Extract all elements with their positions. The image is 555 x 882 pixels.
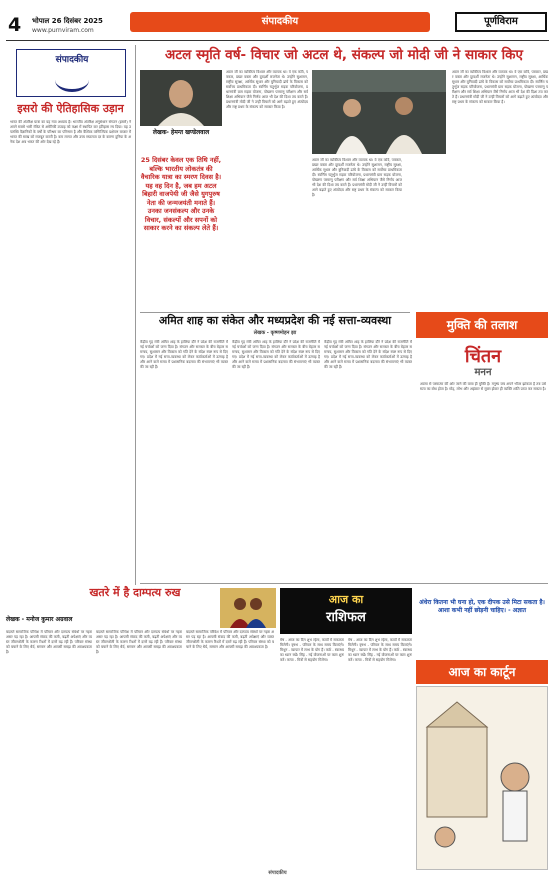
newspaper-brand: पूर्णविराम <box>455 12 547 32</box>
lead-body-col1: अटल जी का व्यक्तित्व विशाल और व्यापक था। वे एक कवि, पत्रकार, प्रखर वक्ता और दूरदर्शी राजनेता थे। उन्होंने सुशासन, राष्ट्रीय सुरक्षा, आर्थिक सुधार और बुनियादी ढांचे के विकास को सर्वोच्च प्राथमिकता दी। स्वर्णिम चतुर्भुज सड़क परियोजना, प्रधानमंत्री ग्राम सड़क योजना, पोखरण परमाणु परीक्षण और सर्व शिक्षा अभियान जैसे निर्णय आज भी देश की दिशा तय करते हैं। प्रधानमंत्री मोदी जी ने उन्हीं विचारों को आगे बढ़ाते हुए अंत्योदय और राष्ट्र प्रथम के संकल्प को साकार किया है। <box>226 70 308 109</box>
editorial-column <box>6 45 136 585</box>
rashifal-subtitle: राशिफल <box>326 610 366 625</box>
chintan-label: चिंतन <box>464 346 502 367</box>
third-body-col3: बदलते सामाजिक परिवेश में परिवार और दाम्पत्य संबंधों पर गहरा असर पड़ रहा है। आपसी संवाद की कमी, बढ़ती अपेक्षाएं और व्यस्त जीवनशैली के कारण रिश्तों में दरारें बढ़ रही हैं। परिवार संस्था को बचाने के लिए धैर्य, सम्मान और आपसी समझ की आवश्यकता है। <box>186 630 274 649</box>
section-title: संपादकीय <box>130 12 430 32</box>
cartoon-title: आज का कार्टून <box>416 660 548 684</box>
lead-body-col2: अटल जी का व्यक्तित्व विशाल और व्यापक था। वे एक कवि, पत्रकार, प्रखर वक्ता और दूरदर्शी राजनेता थे। उन्होंने सुशासन, राष्ट्रीय सुरक्षा, आर्थिक सुधार और बुनियादी ढांचे के विकास को सर्वोच्च प्राथमिकता दी। स्वर्णिम चतुर्भुज सड़क परियोजना, प्रधानमंत्री ग्राम सड़क योजना, पोखरण परमाणु परीक्षण और सर्व शिक्षा अभियान जैसे निर्णय आज भी देश की दिशा तय करते हैं। प्रधानमंत्री मोदी जी ने उन्हीं विचारों को आगे बढ़ाते हुए अंत्योदय और राष्ट्र प्रथम के संकल्प को साकार किया है। <box>312 158 402 197</box>
second-headline: अमित शाह का संकेत और मध्यप्रदेश की नई सत्ता-व्यवस्था <box>140 312 410 330</box>
lead-pull-quote: 25 दिसंबर केवल एक तिथि नहीं, बल्कि भारतीय लोकतंत्र की वैचारिक यात्रा का स्मरण दिवस है। यह वह दिन है, जब हम अटल बिहारी वाजपेयी जी जैसे युगपुरुष नेता की जन्मजयंती मनाते हैं। उनका जनसंकल्प और उनके विचार, संकल्पों और सपनों को साकार करने का संकल्प लेते हैं। <box>140 156 222 232</box>
page-footer: संपादकीय <box>268 870 287 876</box>
lead-body-col3: अटल जी का व्यक्तित्व विशाल और व्यापक था। वे एक कवि, पत्रकार, प्रखर वक्ता और दूरदर्शी राजनेता थे। उन्होंने सुशासन, राष्ट्रीय सुरक्षा, आर्थिक सुधार और बुनियादी ढांचे के विकास को सर्वोच्च प्राथमिकता दी। स्वर्णिम चतुर्भुज सड़क परियोजना, प्रधानमंत्री ग्राम सड़क योजना, पोखरण परमाणु परीक्षण और सर्व शिक्षा अभियान जैसे निर्णय आज भी देश की दिशा तय करते हैं। प्रधानमंत्री मोदी जी ने उन्हीं विचारों को आगे बढ़ाते हुए अंत्योदय और राष्ट्र प्रथम के संकल्प को साकार किया है। <box>452 70 548 104</box>
website-url[interactable]: www.purnviram.com <box>32 27 94 34</box>
pen-icon <box>55 68 89 92</box>
cartoon-image <box>416 686 548 870</box>
second-body-col1: केंद्रीय गृह मंत्री अमित शाह के हालिया दौरे ने प्रदेश की राजनीति में नई चर्चाओं को जन्म दिया है। संगठन और सरकार के बीच बेहतर समन्वय, सुशासन और विकास को गति देने के संदेश स्पष्ट रूप से दिए गए। प्रदेश में नई सत्ता-व्यवस्था को लेकर कार्यकर्ताओं में उत्साह है और आने वाले समय में प्रशासनिक बदलाव की संभावनाएं भी व्यक्त की जा रही हैं। <box>140 340 228 369</box>
second-body-col3: केंद्रीय गृह मंत्री अमित शाह के हालिया दौरे ने प्रदेश की राजनीति में नई चर्चाओं को जन्म दिया है। संगठन और सरकार के बीच बेहतर समन्वय, सुशासन और विकास को गति देने के संदेश स्पष्ट रूप से दिए गए। प्रदेश में नई सत्ता-व्यवस्था को लेकर कार्यकर्ताओं में उत्साह है और आने वाले समय में प्रशासनिक बदलाव की संभावनाएं भी व्यक्त की जा रही हैं। <box>324 340 412 369</box>
rashifal-title: आज का <box>328 593 364 606</box>
chintan-manan-logo <box>420 340 546 378</box>
rashifal-body-col2: मेष - आज का दिन शुभ रहेगा, कार्यों में सफलता मिलेगी। वृषभ - परिवार के साथ समय बिताएंगे। मिथुन - व्यापार में लाभ के योग हैं। कर्क - स्वास्थ्य का ध्यान रखें। सिंह - नई योजनाओं पर काम शुरू करें। कन्या - मित्रों से सहयोग मिलेगा। <box>348 638 412 662</box>
rashifal-body-col1: मेष - आज का दिन शुभ रहेगा, कार्यों में सफलता मिलेगी। वृषभ - परिवार के साथ समय बिताएंगे। मिथुन - व्यापार में लाभ के योग हैं। कर्क - स्वास्थ्य का ध्यान रखें। सिंह - नई योजनाओं पर काम शुरू करें। कन्या - मित्रों से सहयोग मिलेगा। <box>280 638 344 662</box>
editorial-headline: इसरो की ऐतिहासिक उड़ान <box>17 102 124 115</box>
page-number: 4 <box>8 14 22 36</box>
mukti-body: आत्मा से परमात्मा की ओर जाने की यात्रा ही मुक्ति है। मनुष्य जब अपने भीतर झांकता है तब उसे सत्य का बोध होता है। मोह, लोभ और अहंकार से मुक्त होकर ही व्यक्ति शांति प्राप्त कर सकता है। <box>420 382 546 391</box>
section-divider <box>140 583 548 584</box>
editorial-logo-label: संपादकीय <box>55 55 89 65</box>
rashifal-banner <box>280 588 412 634</box>
third-body-col1: बदलते सामाजिक परिवेश में परिवार और दाम्पत्य संबंधों पर गहरा असर पड़ रहा है। आपसी संवाद की कमी, बढ़ती अपेक्षाएं और व्यस्त जीवनशैली के कारण रिश्तों में दरारें बढ़ रही हैं। परिवार संस्था को बचाने के लिए धैर्य, सम्मान और आपसी समझ की आवश्यकता है। <box>6 630 92 654</box>
lead-headline: अटल स्मृति वर्ष- विचार जो अटल थे, संकल्प जो मोदी जी ने साकार किए <box>165 47 523 63</box>
thought-of-day: अंधेरा कितना भी घना हो, एक दीपक उसे मिटा सकता है। आशा कभी नहीं छोड़नी चाहिए। - अज्ञात <box>419 599 545 614</box>
second-author: लेखक - कृष्णमोहन झा <box>253 330 297 336</box>
issue-date: भोपाल 26 दिसंबर 2025 <box>32 17 103 25</box>
couple-illustration <box>220 588 276 628</box>
second-body-col2: केंद्रीय गृह मंत्री अमित शाह के हालिया दौरे ने प्रदेश की राजनीति में नई चर्चाओं को जन्म दिया है। संगठन और सरकार के बीच बेहतर समन्वय, सुशासन और विकास को गति देने के संदेश स्पष्ट रूप से दिए गए। प्रदेश में नई सत्ता-व्यवस्था को लेकर कार्यकर्ताओं में उत्साह है और आने वाले समय में प्रशासनिक बदलाव की संभावनाएं भी व्यक्त की जा रही हैं। <box>232 340 320 369</box>
atal-portrait-photo <box>140 70 222 126</box>
manan-label: मनन <box>474 367 492 378</box>
editorial-body: भारत की अंतरिक्ष यात्रा का यह नया अध्याय है। भारतीय अंतरिक्ष अनुसंधान संगठन (इसरो) ने अपने सबसे भारी रॉकेट से अमेरिकी उपग्रह को कक्षा में स्थापित कर इतिहास रच दिया। यह उपलब्धि वैज्ञानिकों के वर्षों के परिश्रम का परिणाम है और वैश्विक वाणिज्यिक प्रक्षेपण बाजार में भारत की साख को मजबूत करती है। कम लागत और उच्च सफलता दर के कारण दुनिया के अनेक देश अब भारत की ओर देख रहे हैं। <box>10 120 131 144</box>
mukti-headline: मुक्ति की तलाश <box>416 312 548 338</box>
page-header <box>0 0 555 44</box>
lead-author: लेखक- हेमन्त खण्डेलवाल <box>152 129 210 136</box>
leaders-group-photo <box>312 70 446 154</box>
header-divider <box>6 40 549 41</box>
third-headline: खतरे में है दाम्पत्य रुख <box>89 586 181 599</box>
editorial-logo <box>16 49 126 97</box>
third-body-col2: बदलते सामाजिक परिवेश में परिवार और दाम्पत्य संबंधों पर गहरा असर पड़ रहा है। आपसी संवाद की कमी, बढ़ती अपेक्षाएं और व्यस्त जीवनशैली के कारण रिश्तों में दरारें बढ़ रही हैं। परिवार संस्था को बचाने के लिए धैर्य, सम्मान और आपसी समझ की आवश्यकता है। <box>96 630 182 654</box>
third-author: लेखक - मनोज कुमार अग्रवाल <box>6 616 73 623</box>
